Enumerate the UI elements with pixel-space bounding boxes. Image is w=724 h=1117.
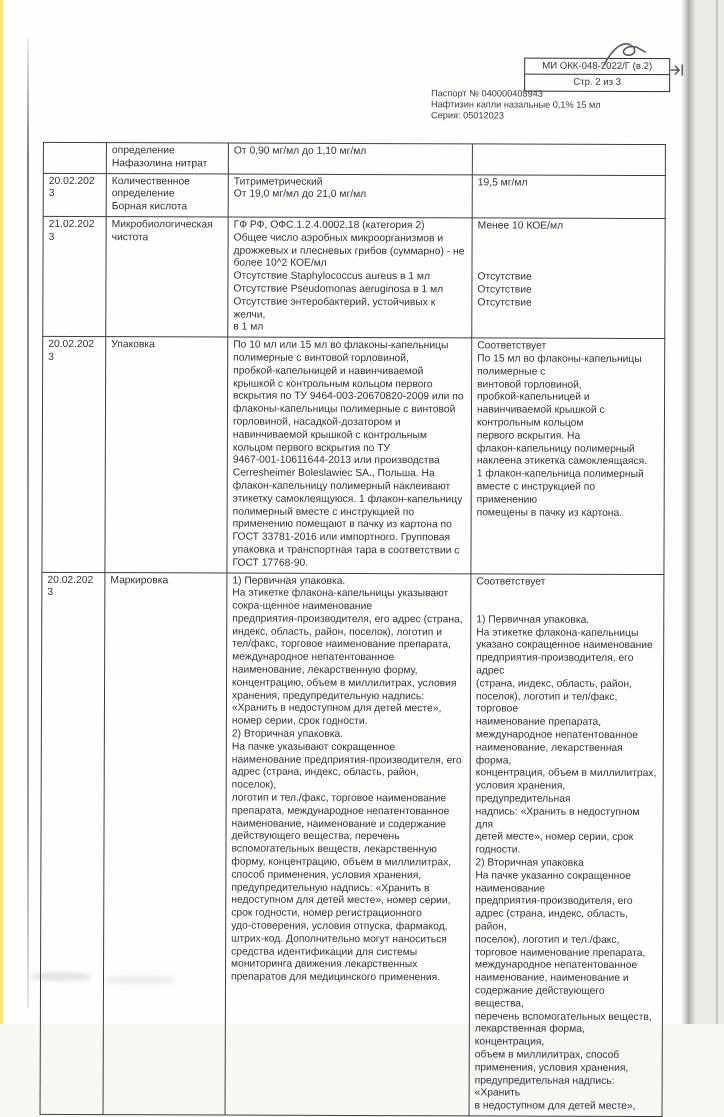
cell-parameter: Микробиологическая чистота	[106, 217, 228, 338]
cell-requirement: По 10 мл или 15 мл во флаконы-капельницы полимерные с винтовой горловиной, пробкой-капельницей и навинчиваемой крышкой с контрольным кольцом первого вскрытия по ТУ 9464-003-20670820-2009 или по флаконы-капельницы полимерные с винтовой горловиной, насадкой-дозатором и навинчиваемой крышкой с контрольным кольцом первого вскрытия по ТУ 9467-001-10611644-2013 или производства Cerresheimer Boleslawiec SA., Польша. На флакон-капельницу полимерный наклеивают этикетку самоклеящуюся. 1 флакон-капельницу полимерный вместе с инструкцией по применению помещают в пачку из картона по ГОСТ 33781-2016 или импортного. Групповая упаковка и транспортная тара в соответствии с ГОСТ 17768-90.	[227, 337, 472, 573]
handwritten-scribble-icon	[598, 39, 650, 69]
scan-yellow-edge	[0, 0, 3, 1024]
scanner-background	[695, 0, 724, 1024]
cell-date: 21.02.2023	[43, 216, 106, 336]
quality-control-table	[40, 142, 666, 1117]
cell-date: 20.02.2023	[40, 572, 105, 1115]
passport-number: Паспорт № 040000408943	[431, 88, 543, 99]
doc-code: МИ ОКК-048-2022/Г (в.2)	[525, 59, 669, 76]
page-number: Стр. 2 из 3	[573, 76, 622, 88]
cell-parameter: Упаковка	[105, 337, 228, 573]
table-row	[43, 216, 665, 338]
table-row	[42, 337, 665, 575]
cell-date: 20.02.2023	[42, 337, 106, 573]
cell-date: 20.02.2023	[43, 173, 106, 217]
scan-left-page-edge	[27, 38, 29, 1008]
cell-requirement: От 0,90 мг/мл до 1,10 мг/мл	[228, 143, 472, 174]
scan-right-page-shadow	[681, 0, 695, 1024]
scan-right-edge-line	[716, 0, 718, 1024]
cell-result: Менее 10 КОЕ/мл Отсутствие Отсутствие Отсутствие	[472, 218, 665, 339]
series-number: Серия: 05012023	[431, 110, 504, 121]
cell-requirement: ГФ РФ, ОФС.1.2.4.0002.18 (категория 2) Общее число аэробных микроорганизмов и дрожжевых и плесневых грибов (суммарно) - не более 10^2 КОЕ/мл Отсутствие Staphylococcus aureus в 1 мл Отсутствие Pseudomonas aeruginosa в 1 мл Отсутствие энтеробактерий, устойчивых к желчи, в 1 мл	[228, 217, 472, 338]
cell-parameter: определение Нафазолина нитрат	[106, 143, 228, 174]
cell-result	[472, 144, 665, 175]
cell-requirement: Титриметрический От 19,0 мг/мл до 21,0 мг/мл	[228, 174, 472, 218]
cell-requirement: 1) Первичная упаковка. На этикетке флакона-капельницы указывают сокра-щенное наименование предприятия-производителя, его адрес (страна, индекс, область, район, поселок), логотип и тел/факс, торговое наименование препарата, международное непатентованное наименование, лекарственную форму, концентрацию, объем в миллилитрах, условия хранения, предупредительную надпись: «Хранить в недоступном для детей месте», номер серии, срок годности. 2) Вторичная упаковка. На пачке указывают сокращенное наименование предприятия-производителя, его адрес (страна, индекс, область, район, поселок), логотип и тел./факс, торговое наименование препарата, международное непатентованное наименование, наименование и содержание действующего вещества, перечень вспомогательных веществ, лекарственную форму, концентрацию, объем в миллилитрах, способ применения, условия хранения, предупредительную надпись: «Хранить в недоступном для детей месте», номер серии, срок годности, номер регистрационного удо-стоверения, условия отпуска, фармакод, штрих-код. Дополнительно могут наноситься средства идентификации для системы мониторинга движения лекарственных препаратов для медицинского применения.	[225, 573, 471, 1116]
scan-smudge	[30, 972, 92, 981]
cell-parameter: Количественное определение Борная кислота	[106, 173, 228, 217]
cell-result: Соответствует 1) Первичная упаковка. На этикетке флакона-капельницы указано сокращенное наименование предприятия-производителя, его адрес (страна, индекс, область, район, поселок), логотип и тел/факс, торговое наименование препарата, международное непатентованное наименование, лекарственная форма, концентрация, объем в миллилитрах, условия хранения, предупредительная надпись: «Хранить в недоступном для детей месте», номер серии, срок годности. 2) Вторичная упаковка На пачке указанно сокращенное наименование предприятия-производителя, его адрес (страна, индекс, область, район, поселок), логотип и тел./факс, торговое наименование препарата, международное непатентованное наименование, наименование и содержание действующего вещества, перечень вспомогательных веществ, лекарственная форма, концентрация, объем в миллилитрах, способ применения, условия хранения, предупредительная надпись: «Хранить в недоступном для детей месте»,	[469, 573, 664, 1116]
cell-result: 19,5 мг/мл	[472, 174, 665, 218]
scan-smudge	[104, 976, 176, 984]
product-name: Нафтизин капли назальные 0,1% 15 мл	[431, 99, 601, 110]
cell-parameter: Маркировка	[103, 572, 227, 1115]
table-row	[43, 173, 665, 219]
cell-result: Соответствует По 15 мл во флаконы-капельницы полимерные с винтовой горловиной, пробкой-капельницей и навинчиваемой крышкой с контрольным кольцом первого вскрытия. На флакон-капельницу полимерный наклеена этикетка самоклеящаяся. 1 флакон-капельница полимерный вместе с инструкцией по применению помещены в пачку из картона.	[471, 338, 665, 574]
passport-header	[431, 88, 601, 122]
table-row	[40, 572, 664, 1117]
table-row	[43, 142, 665, 175]
cell-date	[43, 142, 106, 173]
